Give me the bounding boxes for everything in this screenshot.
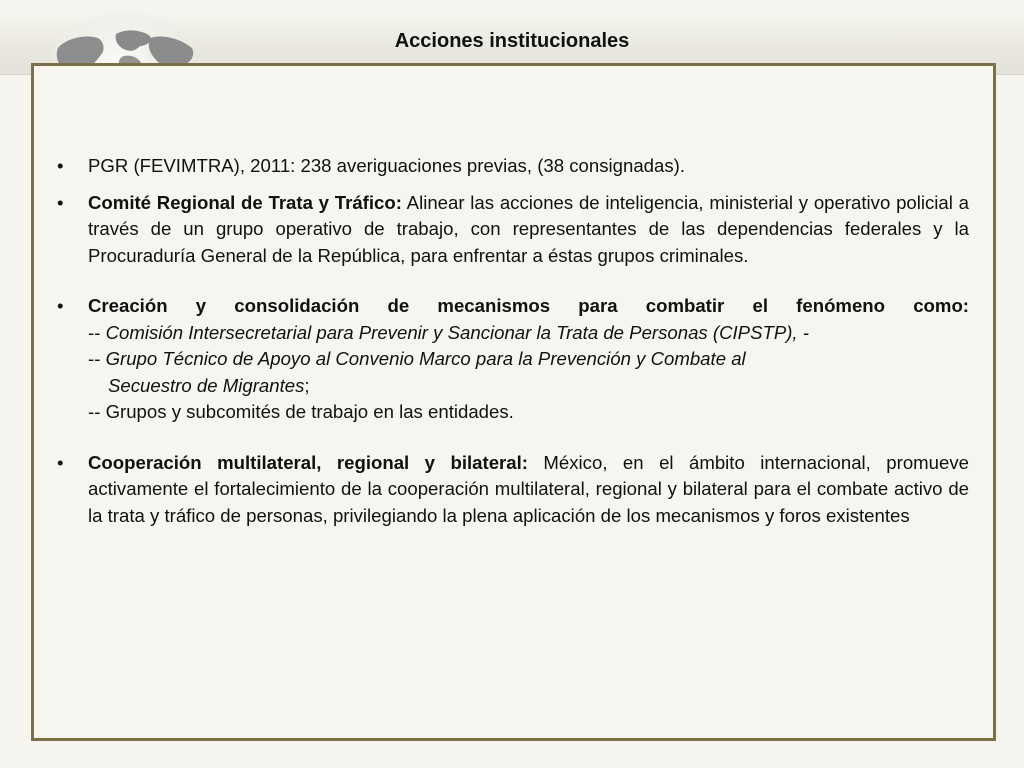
sub-item-prefix: -- bbox=[88, 401, 106, 422]
sub-item-prefix: -- bbox=[88, 348, 106, 369]
bullet-text: PGR (FEVIMTRA), 2011: 238 averiguaciones previas, (38 consignadas). bbox=[88, 155, 685, 176]
bullet-item-cooperacion bbox=[57, 450, 969, 530]
bullet-list bbox=[57, 153, 969, 529]
bullet-marker: • bbox=[57, 191, 64, 213]
bullet-marker: • bbox=[57, 451, 64, 473]
bullet-text: México, en el ámbito internacional, promueve activamente el fortalecimiento de la cooperación multilateral, regional y bilateral para el combate activo de la trata y tráfico de personas, privilegiando la plena aplicación de los mecanismos y foros existentes bbox=[88, 451, 969, 526]
bullet-lead: Cooperación multilateral, regional y bilateral: bbox=[88, 451, 528, 473]
page-title: Acciones institucionales bbox=[394, 30, 630, 52]
sub-item-text: Comisión Intersecretarial para Prevenir y Sancionar la Trata de Personas (CIPSTP), - bbox=[105, 321, 809, 343]
sub-item-subcomites bbox=[88, 399, 969, 426]
bullet-item-creacion bbox=[57, 293, 969, 426]
bullet-item-comite bbox=[57, 190, 969, 270]
sub-item-text: Grupo Técnico de Apoyo al Convenio Marco para la Prevención y Combate al bbox=[105, 348, 746, 369]
bullet-item-pgr bbox=[57, 153, 969, 180]
sub-item-comision bbox=[88, 320, 969, 347]
sub-item-text: Secuestro de Migrantes bbox=[108, 374, 305, 396]
bullet-marker: • bbox=[57, 295, 64, 316]
bullet-text: Alinear las acciones de inteligencia, ministerial y operativo policial a través de un grupo operativo de trabajo, con representantes de las dependencias federales y la Procuraduría General de la República, para enfrentar a éstas grupos criminales. bbox=[88, 191, 969, 266]
sub-item-grupo-tecnico bbox=[88, 346, 969, 373]
sub-item-prefix: -- bbox=[88, 321, 106, 343]
bullet-lead: Comité Regional de Trata y Tráfico: bbox=[88, 191, 402, 213]
sub-item-secuestro bbox=[88, 373, 969, 400]
sub-item-suffix: ; bbox=[304, 374, 310, 396]
bullet-lead: Creación y consolidación de mecanismos para combatir el fenómeno como: bbox=[88, 295, 969, 316]
sub-item-text: Grupos y subcomités de trabajo en las entidades. bbox=[105, 401, 514, 422]
bullet-marker: • bbox=[57, 155, 64, 176]
